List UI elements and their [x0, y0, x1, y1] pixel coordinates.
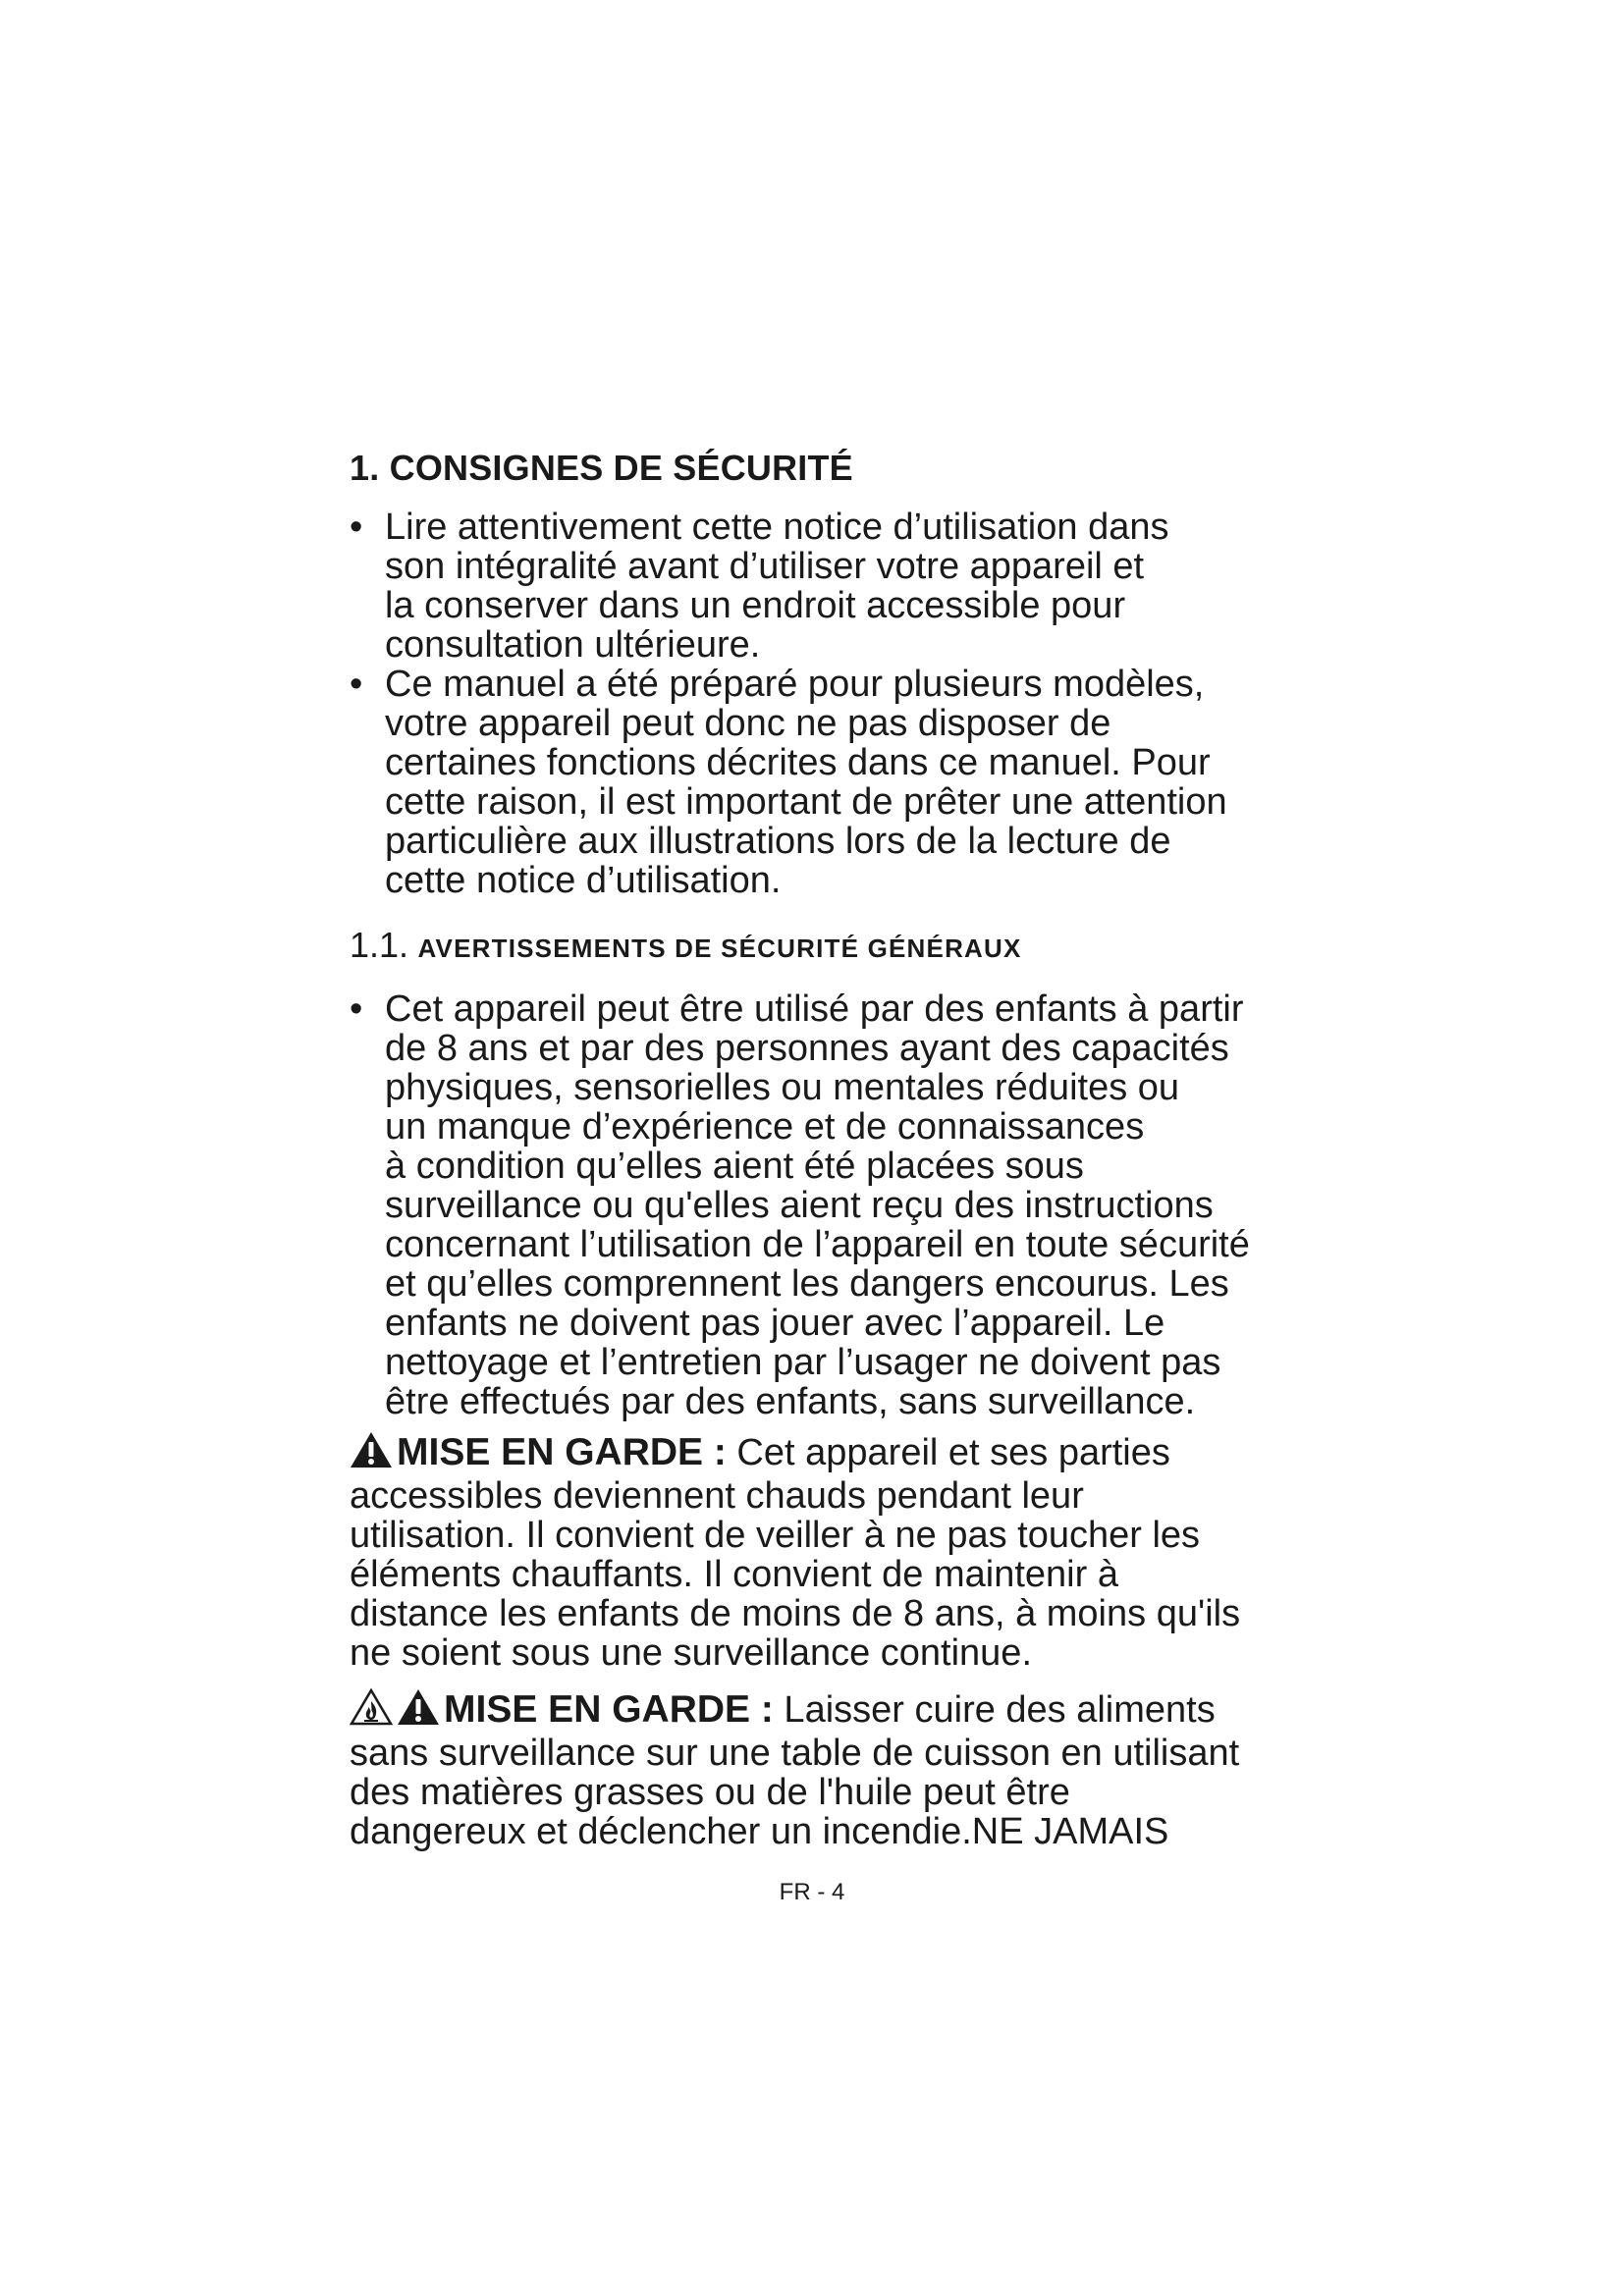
text-line: consultation ultérieure. [385, 624, 761, 666]
text-line: nettoyage et l’entretien par l’usager ne doivent pas [385, 1342, 1221, 1383]
text-line: distance les enfants de moins de 8 ans, à moins qu'ils [350, 1593, 1241, 1634]
section-heading: 1. CONSIGNES DE SÉCURITÉ [350, 448, 853, 488]
text-line: particulière aux illustrations lors de la lecture de [385, 821, 1171, 862]
text-line: enfants ne doivent pas jouer avec l’appareil. Le [385, 1303, 1165, 1344]
text-line: son intégralité avant d’utiliser votre appareil et [385, 546, 1145, 587]
warning-triangle-icon [350, 1431, 393, 1476]
page-number: FR - 4 [779, 1879, 845, 1905]
list-item [350, 665, 1292, 900]
warning-triangle-icon [397, 1688, 440, 1734]
text-line: accessibles deviennent chauds pendant leur [350, 1475, 1084, 1517]
text-line: cette raison, il est important de prêter une attention [385, 781, 1227, 823]
text-line: ne soient sous une surveillance continue. [350, 1632, 1033, 1674]
text-line: un manque d’expérience et de connaissances [385, 1106, 1145, 1148]
text-line: Ce manuel a été préparé pour plusieurs modèles, [385, 664, 1205, 705]
text-line: éléments chauffants. Il convient de maintenir à [350, 1554, 1118, 1595]
text-line: des matières grasses ou de l'huile peut être [350, 1772, 1070, 1813]
text-line: concernant l’utilisation de l’appareil en toute sécurité [385, 1224, 1250, 1265]
fire-hazard-icon [350, 1688, 393, 1734]
list-item [350, 507, 1292, 665]
text-line: physiques, sensorielles ou mentales réduites ou [385, 1067, 1180, 1108]
text-line: de 8 ans et par des personnes ayant des capacités [385, 1028, 1229, 1069]
list-item [350, 989, 1292, 1421]
text-line: certaines fonctions décrites dans ce manuel. Pour [385, 742, 1211, 783]
bullet-dot: • [350, 664, 363, 705]
warning-text: Laisser cuire des aliments [773, 1689, 1216, 1731]
warning-block [350, 1688, 1292, 1851]
text-line: à condition qu’elles aient été placées sous [385, 1146, 1084, 1187]
subsection-heading [350, 926, 1292, 968]
text-line: cette notice d’utilisation. [385, 860, 782, 901]
warning-block [350, 1431, 1292, 1673]
warning-label: MISE EN GARDE : [397, 1431, 727, 1473]
text-line: votre appareil peut donc ne pas disposer de [385, 703, 1111, 744]
subsection-number: 1.1. [350, 925, 409, 965]
text-line: utilisation. Il convient de veiller à ne pas toucher les [350, 1515, 1201, 1556]
subsection-title: AVERTISSEMENTS DE SÉCURITÉ GÉNÉRAUX [417, 934, 1022, 963]
text-line: la conserver dans un endroit accessible pour [385, 585, 1126, 626]
text-line: Lire attentivement cette notice d’utilisation dans [385, 507, 1169, 548]
bullet-dot: • [350, 507, 363, 548]
warning-text: Cet appareil et ses parties [726, 1432, 1170, 1473]
text-line: dangereux et déclencher un incendie.NE JAMAIS [350, 1811, 1169, 1852]
warning-first-line [350, 1431, 1292, 1476]
warning-label: MISE EN GARDE : [444, 1688, 774, 1731]
text-line: sans surveillance sur une table de cuisson en utilisant [350, 1733, 1240, 1774]
text-line: Cet appareil peut être utilisé par des enfants à partir [385, 988, 1244, 1030]
warning-first-line [350, 1688, 1292, 1734]
text-line: surveillance ou qu'elles aient reçu des instructions [385, 1185, 1214, 1226]
bullet-dot: • [350, 988, 363, 1030]
text-line: être effectués par des enfants, sans surveillance. [385, 1381, 1196, 1422]
text-line: et qu’elles comprennent les dangers encourus. Les [385, 1263, 1229, 1305]
document-content [350, 447, 1292, 1851]
